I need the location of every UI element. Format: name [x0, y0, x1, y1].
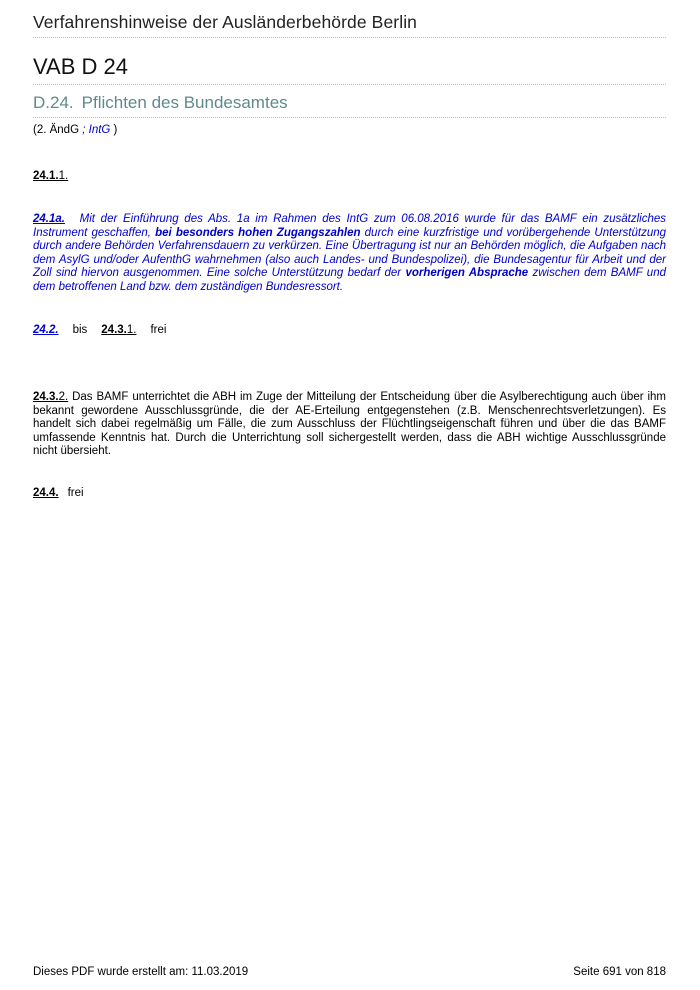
frei-label: frei	[67, 487, 84, 499]
amendment-open: (2. ÄndG	[33, 124, 80, 136]
paragraph-number-link[interactable]: 24.4.	[33, 487, 59, 499]
paragraph-number-link[interactable]: 24.2.	[33, 324, 59, 336]
paragraph-24-4	[33, 487, 666, 501]
amendment-close: )	[110, 124, 118, 136]
paragraph-text: zwischen dem BAMF und dem betroffenen Land bzw. dem zuständigen Bundesressort.	[33, 267, 666, 293]
paragraph-24-2-to-24-3-1	[33, 324, 666, 338]
paragraph-text: Mit der Einführung des Abs. 1a im Rahmen des IntG zum 06.08.2016 wurde für das BAMF ein zusätzliches Instrument geschaffen,	[33, 213, 666, 239]
footer-created-date: Dieses PDF wurde erstellt am: 11.03.2019	[33, 966, 249, 978]
paragraph-text: durch eine kurzfristige und vorübergehende Unterstützung durch andere Behörden Verfahrensdauern zu verkürzen. Eine Übertragung ist nur an Behörden möglich, die Aufgaben nach dem AsylG und/oder AufenthG wahrnehmen (also auch Landes- und Bundespolizei), die Bundesagentur für Arbeit und der Zoll sind hiervon ausgenommen. Eine solche Unterstützung bedarf der	[33, 226, 667, 280]
emphasis-text: vorherigen Absprache	[405, 267, 529, 280]
paragraph-24-3-2	[33, 391, 666, 459]
document-header: Verfahrenshinweise der Ausländerbehörde Berlin	[33, 12, 666, 38]
section-title: VAB D 24	[33, 54, 666, 85]
paragraph-number-link[interactable]: 24.3.1.	[101, 324, 137, 336]
section-subtitle	[33, 93, 666, 118]
paragraph-number-link[interactable]: 24.1a.	[33, 213, 65, 225]
frei-label: frei	[150, 324, 167, 336]
footer-page-number: Seite 691 von 818	[573, 966, 666, 978]
amendment-note	[33, 124, 117, 136]
paragraph-24-1-1	[33, 170, 666, 184]
subtitle-text: Pflichten des Bundesamtes	[81, 93, 288, 112]
paragraph-number-link[interactable]: 24.3.2.	[33, 391, 69, 403]
amendment-sep: ;	[79, 124, 89, 136]
paragraph-24-1a	[33, 213, 666, 295]
paragraph-number-link[interactable]: 24.1.1.	[33, 170, 69, 182]
intg-link[interactable]: IntG	[88, 124, 111, 136]
range-bis: bis	[72, 324, 88, 336]
paragraph-text: Das BAMF unterrichtet die ABH im Zuge der Mitteilung der Entscheidung über die Asylberechtigung auch über ihm bekannt gewordene Ausschlussgründe, die der AE-Erteilung entgegenstehen (z.B. Menschenrechtsverletzungen). Es handelt sich dabei regelmäßig um Fälle, die zum Ausschluss der Flüchtlingseigenschaft führen und über die das BAMF umfassende Kenntnis hat. Durch die Unterrichtung soll sichergestellt werden, dass die ABH wichtige Ausschlussgründe nicht übersieht.	[33, 391, 666, 458]
emphasis-text: bei besonders hohen Zugangszahlen	[155, 226, 361, 239]
subtitle-number: D.24.	[33, 93, 74, 112]
